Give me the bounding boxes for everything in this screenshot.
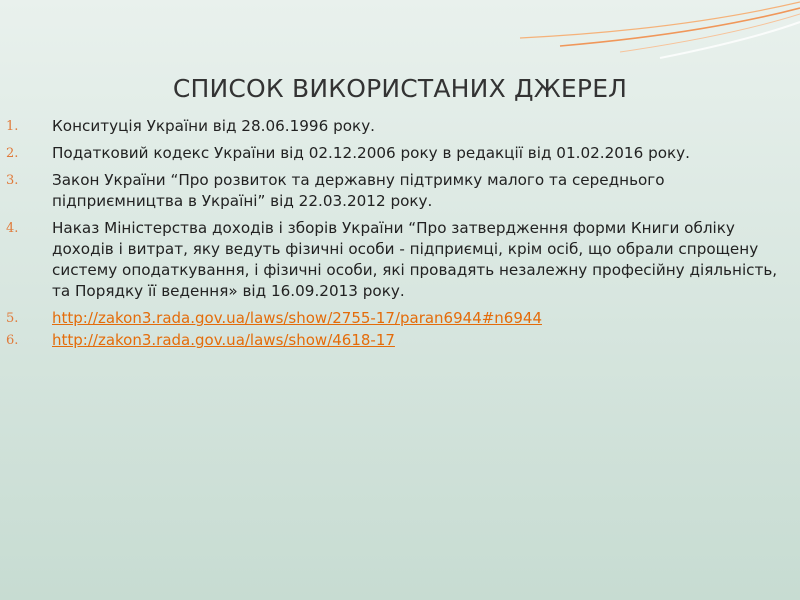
swoosh-line-1: [520, 2, 800, 38]
reference-text: Податковий кодекс України від 02.12.2006 року в редакції від 01.02.2016 року.: [52, 144, 690, 162]
slide-title: СПИСОК ВИКОРИСТАНИХ ДЖЕРЕЛ: [172, 74, 628, 103]
reference-link[interactable]: http://zakon3.rada.gov.ua/laws/show/2755-17/paran6944#n6944: [52, 309, 542, 327]
reference-list: [0, 116, 790, 352]
list-number: 2.: [6, 146, 19, 161]
list-number: 4.: [6, 221, 19, 236]
reference-item: [0, 330, 790, 351]
reference-link[interactable]: http://zakon3.rada.gov.ua/laws/show/4618-17: [52, 331, 395, 349]
swoosh-line-2: [560, 8, 800, 46]
reference-item: [0, 116, 790, 137]
reference-item: [0, 170, 790, 212]
list-number: 1.: [6, 119, 19, 134]
list-number: 5.: [6, 311, 19, 326]
reference-item: [0, 143, 790, 164]
reference-text: Наказ Міністерства доходів і зборів України “Про затвердження форми Книги обліку доходів і витрат, яку ведуть фізичні особи - підприємці, крім осіб, що обрали спрощену систему оподаткування, і фізичні особи, які провадять незалежну професійну діяльність, та Порядку її ведення» від 16.09.2013 року.: [52, 219, 778, 300]
list-number: 3.: [6, 173, 19, 188]
list-number: 6.: [6, 333, 19, 348]
swoosh-line-4: [660, 22, 800, 58]
reference-text: Конситуція України від 28.06.1996 року.: [52, 117, 376, 135]
reference-item: [0, 218, 790, 302]
reference-text: Закон України “Про розвиток та державну підтримку малого та середнього підприємництва в Україні” від 22.03.2012 року.: [52, 171, 665, 210]
reference-item: [0, 308, 790, 329]
